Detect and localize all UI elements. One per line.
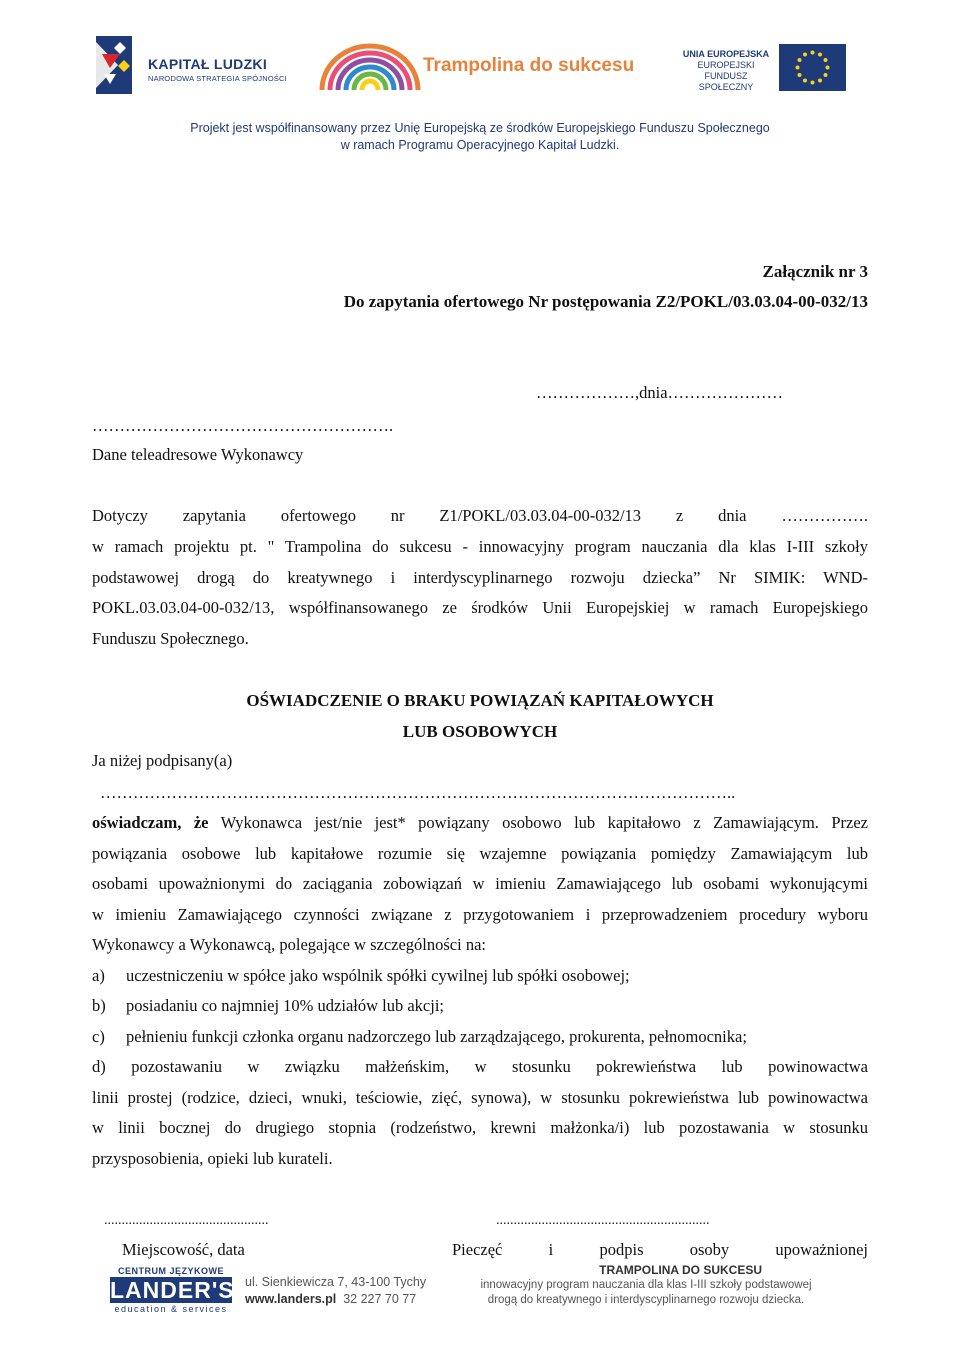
undersigned-label: Ja niżej podpisany(a) xyxy=(92,751,233,770)
signature-label-right xyxy=(452,1240,868,1260)
concerns-line: POKL.03.03.04-00-032/13, współfinansowanego ze środków Unii Europejskiej w ramach Europejskiego xyxy=(92,598,868,618)
landers-tag: education & services xyxy=(114,1304,228,1314)
concerns-line-last: Funduszu Społecznego. xyxy=(92,628,249,648)
list-item-label: b) xyxy=(92,996,106,1015)
eu-star-icon xyxy=(811,51,815,55)
signature-word: osoby xyxy=(689,1240,730,1259)
declaration-line-first xyxy=(92,808,868,839)
signature-word: podpis xyxy=(599,1240,644,1259)
cofinancing-line1: Projekt jest współfinansowany przez Unię Europejską ze środków Europejskiego Funduszu Społecznego xyxy=(190,121,770,135)
eu-star-icon xyxy=(824,58,828,62)
concerns-word: ofertowego xyxy=(280,506,356,525)
cofinancing-note xyxy=(160,120,800,154)
declaration-line: osobami upoważnionymi do zaciągania zobowiązań w imieniu Zamawiającego lub osobami wykonującymi xyxy=(92,874,868,894)
list-item-label: a) xyxy=(92,966,105,985)
ue-line2: EUROPEJSKI xyxy=(697,60,755,70)
footer-trampolina xyxy=(470,1263,822,1308)
ue-text xyxy=(677,49,775,93)
reference-number: Do zapytania ofertowego Nr postępowania Z2/POKL/03.03.04-00-032/13 xyxy=(343,292,868,311)
concerns-word: dnia xyxy=(718,506,747,525)
concerns-line: w ramach projektu pt. " Trampolina do sukcesu - innowacyjny program nauczania dla klas I-III szkoły xyxy=(92,537,868,556)
footer-address xyxy=(245,1274,426,1308)
signature-dots-right: ............................................................. xyxy=(496,1213,710,1228)
list-item-d xyxy=(92,1052,868,1174)
declare-rest: Wykonawca jest/nie jest* powiązany osobowo lub kapitałowo z Zamawiającym. Przez xyxy=(220,813,869,832)
footer-tramp-line2: drogą do kreatywnego i interdyscyplinarnego rozwoju dziecka. xyxy=(487,1294,805,1306)
header-logos xyxy=(0,0,960,110)
kapital-ludzki-title: KAPITAŁ LUDZKI xyxy=(148,56,268,72)
kapital-ludzki-text xyxy=(148,56,287,83)
undersigned-dots: …………………………………………………………………………………………………….. xyxy=(100,783,736,802)
eu-star-icon xyxy=(818,53,822,57)
list-item xyxy=(92,961,868,992)
concerns-word: Z1/POKL/03.03.04-00-032/13 xyxy=(439,506,642,525)
concerns-word: Dotyczy xyxy=(92,506,148,525)
list-item-text: posiadaniu co najmniej 10% udziałów lub akcji; xyxy=(126,996,445,1015)
list-item-d-first xyxy=(92,1052,868,1083)
attachment-number: Załącznik nr 3 xyxy=(762,262,868,281)
statement-heading-line1: OŚWIADCZENIE O BRAKU POWIĄZAŃ KAPITAŁOWYCH xyxy=(246,691,714,710)
declaration-line-last: Wykonawcy a Wykonawcą, polegające w szczególności na: xyxy=(92,935,487,955)
footer xyxy=(0,1262,960,1357)
footer-www[interactable]: www.landers.pl xyxy=(245,1292,337,1306)
concerns-word: ……………. xyxy=(781,506,868,525)
signature-word: i xyxy=(548,1240,554,1259)
footer-phone: 32 227 70 77 xyxy=(343,1292,417,1306)
footer-tramp-title: TRAMPOLINA DO SUKCESU xyxy=(599,1263,762,1277)
landers-logo xyxy=(110,1266,235,1314)
signature-word: Pieczęć xyxy=(452,1240,503,1259)
list-item-d-line: w linii bocznej do drugiego stopnia (rodzeństwo, krewni małżonka/i) lub pozostawania w stosunku xyxy=(92,1118,868,1138)
eu-star-icon xyxy=(818,79,822,83)
declaration-line: w imieniu Zamawiającego czynności związane z przygotowaniem i przeprowadzeniem procedury wyboru xyxy=(92,904,868,924)
declare-bold-1: oświadczam, xyxy=(92,813,182,832)
eu-star-icon xyxy=(803,53,807,57)
contractor-label: Dane teleadresowe Wykonawcy xyxy=(92,445,304,464)
ue-line1: UNIA EUROPEJSKA xyxy=(682,49,770,59)
concerns-line: podstawowej drogą do kreatywnego i interdyscyplinarnego rozwoju dziecka” Nr SIMIK: WND- xyxy=(92,567,868,587)
list-item-label: c) xyxy=(92,1027,105,1046)
list-item-text: uczestniczeniu w spółce jako wspólnik spółki cywilnej lub spółki osobowej; xyxy=(126,966,630,985)
concerns-word: z xyxy=(675,506,684,525)
cofinancing-line2: w ramach Programu Operacyjnego Kapitał Ludzki. xyxy=(340,138,620,152)
landers-name: LANDER'S xyxy=(110,1277,235,1303)
declaration-line: powiązania osobowe lub kapitałowe rozumie się wzajemne powiązania pomiędzy Zamawiającym lub xyxy=(92,843,868,863)
signature-word: upoważnionej xyxy=(775,1240,868,1259)
list-item-d-last: przysposobienia, opieki lub kurateli. xyxy=(92,1148,333,1168)
eu-star-icon xyxy=(796,66,800,70)
trampolina-title: Trampolina do sukcesu xyxy=(423,55,635,76)
list-item-text: pozostawaniu w związku małżeńskim, w stosunku pokrewieństwa lub powinowactwa xyxy=(131,1057,868,1076)
eu-star-icon xyxy=(826,66,830,70)
ue-line3: FUNDUSZ SPOŁECZNY xyxy=(698,71,754,92)
signature-label-left: Miejscowość, data xyxy=(122,1240,245,1259)
list-item xyxy=(92,1022,868,1053)
eu-star-icon xyxy=(803,79,807,83)
kapital-ludzki-logo xyxy=(96,36,144,94)
statement-heading-line2: LUB OSOBOWYCH xyxy=(402,722,558,741)
place-date-field: ………………,dnia………………… xyxy=(536,383,784,402)
concerns-first-line xyxy=(92,506,868,526)
concerns-word: zapytania xyxy=(182,506,246,525)
eu-flag-icon xyxy=(779,44,846,91)
concerns-body xyxy=(92,532,868,654)
concerns-word: nr xyxy=(390,506,405,525)
footer-street: ul. Sienkiewicza 7, 43-100 Tychy xyxy=(245,1275,427,1289)
kapital-ludzki-subtitle: NARODOWA STRATEGIA SPÓJNOŚCI xyxy=(148,74,287,83)
eu-star-icon xyxy=(811,81,815,85)
signature-dots-left: ............................................... xyxy=(104,1213,269,1228)
list-item-text: pełnieniu funkcji członka organu nadzorczego lub zarządzającego, prokurenta, pełnomocnika; xyxy=(126,1027,747,1046)
eu-star-icon xyxy=(798,58,802,62)
eu-star-icon xyxy=(824,73,828,77)
contractor-dots: ………………………………………………. xyxy=(92,416,394,435)
list-item xyxy=(92,991,868,1022)
declaration-body xyxy=(92,808,868,961)
footer-tramp-line1: innowacyjny program nauczania dla klas I-III szkoły podstawowej xyxy=(480,1279,812,1291)
eu-star-icon xyxy=(798,73,802,77)
list-item-label: d) xyxy=(92,1057,106,1076)
landers-top: CENTRUM JĘZYKOWE xyxy=(117,1266,224,1276)
list-item-d-line: linii prostej (rodzice, dzieci, wnuki, teściowie, zięć, synowa), w stosunku pokrewieństwa lub powinowactwa xyxy=(92,1087,868,1107)
trampolina-rainbow-logo xyxy=(318,42,422,92)
declare-bold-2: że xyxy=(193,813,209,832)
